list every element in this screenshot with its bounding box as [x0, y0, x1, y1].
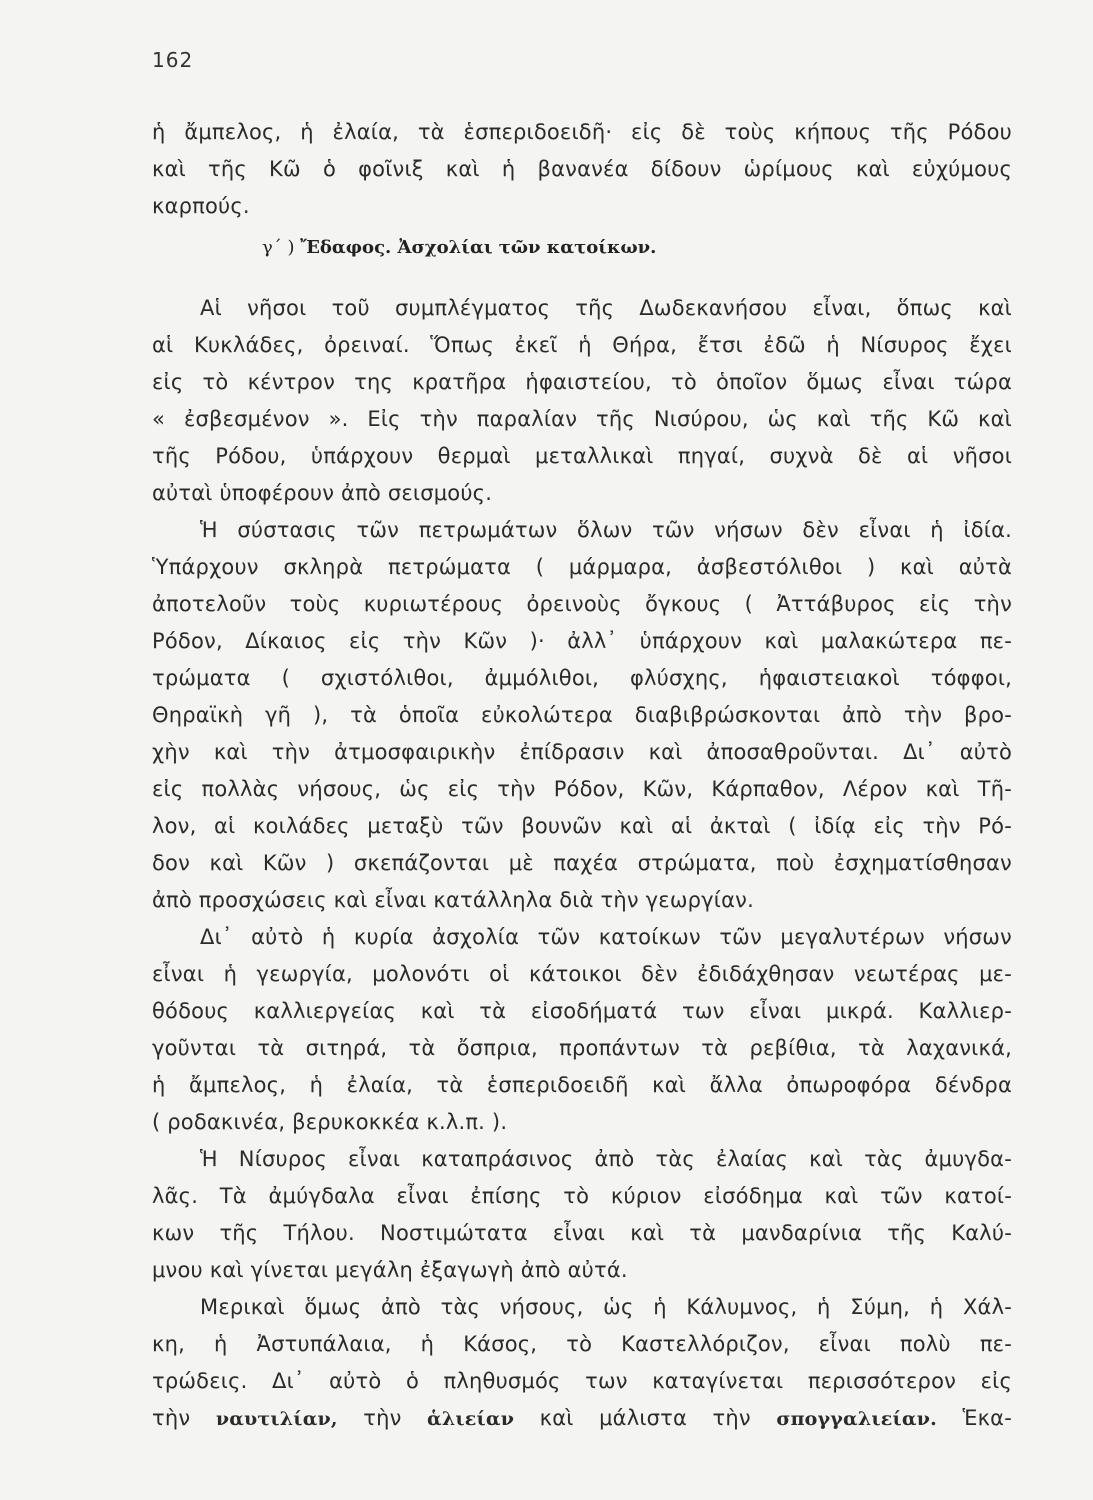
text-line-30: μνου καὶ γίνεται μεγάλη ἐξαγωγὴ ἀπὸ αὐτά.: [152, 1258, 628, 1282]
text-line-21: Δι᾽ αὐτὸ ἡ κυρία ἀσχολία τῶν κατοίκων τῶν μεγαλυτέρων νήσων: [200, 925, 1012, 949]
text-line-5: αἱ Κυκλάδες, ὀρειναί. Ὅπως ἐκεῖ ἡ Θήρα, ἔτσι ἐδῶ ἡ Νίσυρος ἔχει: [152, 333, 1012, 357]
final-line-bold-3: σπογγαλιείαν.: [776, 1408, 937, 1430]
text-line-6: εἰς τὸ κέντρον της κρατῆρα ἡφαιστείου, τὸ ὁποῖον ὅμως εἶναι τώρα: [152, 370, 1012, 394]
text-line-14: τρώματα ( σχιστόλιθοι, ἀμμόλιθοι, φλύσχης, ἡφαιστειακοὶ τόφφοι,: [152, 666, 1012, 690]
text-line-8: τῆς Ρόδου, ὑπάρχουν θερμαὶ μεταλλικαὶ πηγαί, συχνὰ δὲ αἱ νῆσοι: [152, 444, 1012, 468]
final-line-bold-1: ναυτιλίαν,: [215, 1408, 338, 1430]
text-line-13: Ρόδον, Δίκαιος εἰς τὴν Κῶν )· ἀλλ᾽ ὑπάρχουν καὶ μαλακώτερα πε-: [152, 629, 1012, 653]
text-line-24: γοῦνται τὰ σιτηρά, τὰ ὄσπρια, προπάντων τὰ ρεβίθια, τὰ λαχανικά,: [152, 1036, 1012, 1060]
text-line-23: θόδους καλλιεργείας καὶ τὰ εἰσοδήματά των εἶναι μικρά. Καλλιερ-: [152, 999, 1012, 1023]
text-line-33: τρώδεις. Δι᾽ αὐτὸ ὁ πληθυσμός των καταγίνεται περισσότερον εἰς: [152, 1369, 1012, 1393]
final-line-bold-2: ἁλιείαν: [427, 1408, 515, 1430]
text-line-15: Θηραϊκὴ γῆ ), τὰ ὁποῖα εὐκολώτερα διαβιβρώσκονται ἀπὸ τὴν βρο-: [152, 703, 1012, 727]
text-line-20: ἀπὸ προσχώσεις καὶ εἶναι κατάλληλα διὰ τὴν γεωργίαν.: [152, 888, 754, 912]
text-line-3: καρπούς.: [152, 194, 250, 218]
text-line-1: ἡ ἄμπελος, ἡ ἐλαία, τὰ ἑσπεριδοειδῆ· εἰς δὲ τοὺς κήπους τῆς Ρόδου: [152, 120, 1012, 144]
text-line-7: « ἐσβεσμένον ». Εἰς τὴν παραλίαν τῆς Νισύρου, ὡς καὶ τῆς Κῶ καὶ: [152, 407, 1012, 431]
text-line-25: ἡ ἄμπελος, ἡ ἐλαία, τὰ ἑσπεριδοειδῆ καὶ ἄλλα ὀπωροφόρα δένδρα: [152, 1073, 1012, 1097]
text-line-2: καὶ τῆς Κῶ ὁ φοῖνιξ καὶ ἡ βανανέα δίδουν ὡρίμους καὶ εὐχύμους: [152, 157, 1012, 181]
text-line-26: ( ροδακινέα, βερυκοκκέα κ.λ.π. ).: [152, 1110, 508, 1134]
text-line-27: Ἡ Νίσυρος εἶναι καταπράσινος ἀπὸ τὰς ἐλαίας καὶ τὰς ἀμυγδα-: [200, 1147, 1012, 1171]
text-line-34: [152, 1404, 1012, 1432]
section-heading-prefix: γ΄ ): [262, 237, 301, 258]
text-line-11: Ὑπάρχουν σκληρὰ πετρώματα ( μάρμαρα, ἀσβεστόλιθοι ) καὶ αὐτὰ: [152, 555, 1012, 579]
text-line-10: Ἡ σύστασις τῶν πετρωμάτων ὅλων τῶν νήσων δὲν εἶναι ἡ ἰδία.: [200, 518, 1012, 542]
final-line-text-1: τὴν: [152, 1406, 216, 1430]
text-line-9: αὐταὶ ὑποφέρουν ἀπὸ σεισμούς.: [152, 481, 493, 505]
section-heading-title: Ἔδαφος. Ἀσχολίαι τῶν κατοίκων.: [300, 237, 657, 258]
text-line-19: δον καὶ Κῶν ) σκεπάζονται μὲ παχέα στρώματα, ποὺ ἐσχηματίσθησαν: [152, 851, 1012, 875]
text-line-16: χὴν καὶ τὴν ἀτμοσφαιρικὴν ἐπίδρασιν καὶ ἀποσαθροῦνται. Δι᾽ αὐτὸ: [152, 740, 1012, 764]
text-line-22: εἶναι ἡ γεωργία, μολονότι οἱ κάτοικοι δὲν ἐδιδάχθησαν νεωτέρας με-: [152, 962, 1012, 986]
text-line-17: εἰς πολλὰς νήσους, ὡς εἰς τὴν Ρόδον, Κῶν, Κάρπαθον, Λέρον καὶ Τῆ-: [152, 777, 1012, 801]
text-line-18: λον, αἱ κοιλάδες μεταξὺ τῶν βουνῶν καὶ αἱ ἀκταὶ ( ἰδίᾳ εἰς τὴν Ρό-: [152, 814, 1012, 838]
final-line-text-2: τὴν: [337, 1406, 428, 1430]
final-line-text-3: καὶ μάλιστα τὴν: [514, 1406, 777, 1430]
final-line-text-4: Ἑκα-: [936, 1406, 1012, 1430]
text-line-32: κη, ἡ Ἀστυπάλαια, ἡ Κάσος, τὸ Καστελλόριζον, εἶναι πολὺ πε-: [152, 1332, 1012, 1356]
text-line-29: κων τῆς Τήλου. Νοστιμώτατα εἶναι καὶ τὰ μανδαρίνια τῆς Καλύ-: [152, 1221, 1012, 1245]
page-number: 162: [152, 48, 194, 72]
text-line-31: Μερικαὶ ὅμως ἀπὸ τὰς νήσους, ὡς ἡ Κάλυμνος, ἡ Σύμη, ἡ Χάλ-: [200, 1295, 1012, 1319]
text-line-28: λᾶς. Τὰ ἀμύγδαλα εἶναι ἐπίσης τὸ κύριον εἰσόδημα καὶ τῶν κατοί-: [152, 1184, 1012, 1208]
text-line-4: Αἱ νῆσοι τοῦ συμπλέγματος τῆς Δωδεκανήσου εἶναι, ὅπως καὶ: [200, 296, 1012, 320]
text-line-12: ἀποτελοῦν τοὺς κυριωτέρους ὀρεινοὺς ὄγκους ( Ἀττάβυρος εἰς τὴν: [152, 592, 1012, 616]
section-heading: [262, 237, 656, 258]
